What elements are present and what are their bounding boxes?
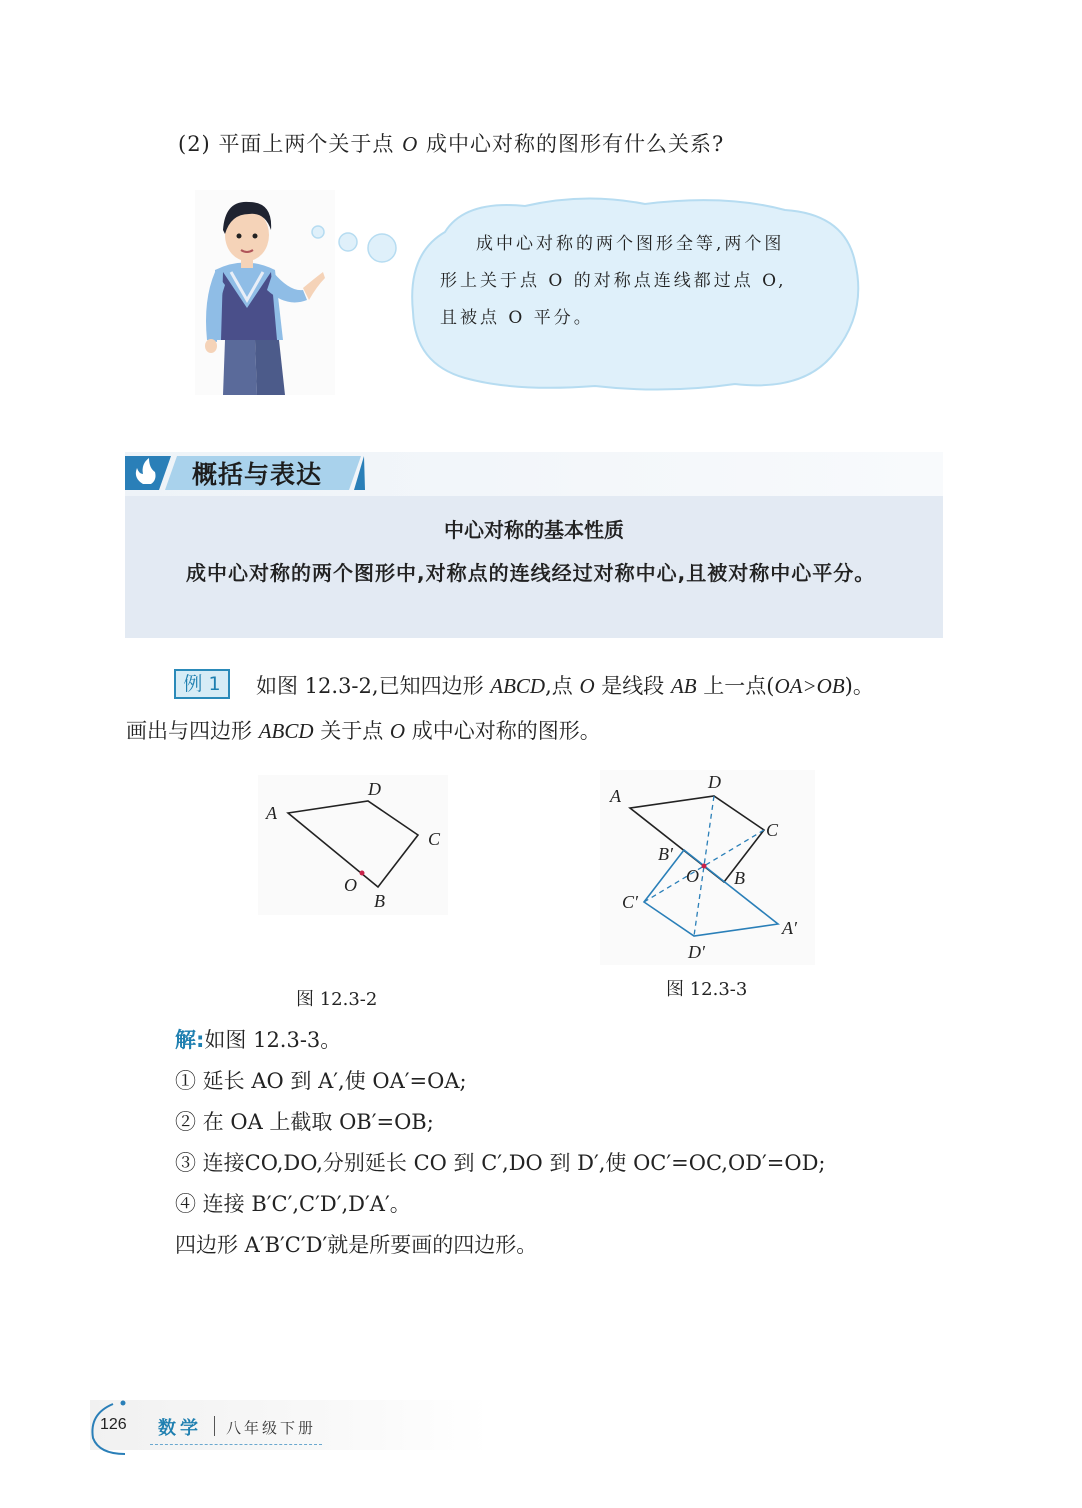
example-text: 成中心对称的图形。 bbox=[405, 719, 601, 743]
figure-12-3-2 bbox=[258, 775, 448, 915]
example-line-1 bbox=[256, 670, 874, 700]
example-math: AB bbox=[670, 674, 697, 698]
question-2 bbox=[178, 128, 724, 158]
figure-caption-1: 图 12.3-2 bbox=[296, 989, 378, 1010]
center-point-o bbox=[702, 864, 707, 869]
example-math: O bbox=[579, 674, 595, 698]
solution-head-text: 如图 12.3-3。 bbox=[204, 1028, 342, 1052]
label-c-prime: C′ bbox=[622, 892, 638, 912]
solution-conclusion: 四边形 A′B′C′D′就是所要画的四边形。 bbox=[175, 1233, 538, 1257]
property-title: 中心对称的基本性质 bbox=[444, 518, 624, 542]
label-d-prime: D′ bbox=[688, 942, 705, 962]
example-text: ,点 bbox=[545, 674, 580, 698]
example-badge-label: 例 1 bbox=[183, 673, 221, 695]
figure-caption-2: 图 12.3-3 bbox=[666, 979, 748, 1000]
solution-label: 解: bbox=[175, 1028, 205, 1052]
book-grade: 八年级下册 bbox=[226, 1419, 317, 1437]
thought-line-1: 成中心对称的两个图形全等,两个图 bbox=[476, 234, 785, 254]
question-number: (2) bbox=[178, 132, 211, 156]
label-d: D bbox=[368, 779, 381, 799]
solution-step-2: ② 在 OA 上截取 OB′=OB; bbox=[175, 1110, 434, 1134]
footer-dashed-line bbox=[150, 1444, 322, 1445]
label-a: A bbox=[266, 803, 277, 823]
question-point: O bbox=[402, 132, 419, 156]
example-line-2 bbox=[126, 715, 601, 745]
label-c: C bbox=[428, 829, 441, 849]
label-c: C bbox=[766, 820, 779, 840]
label-b: B bbox=[734, 868, 745, 888]
example-math: OA>OB bbox=[774, 674, 845, 698]
example-text: 如图 12.3-2,已知四边形 bbox=[256, 674, 491, 698]
figure-12-3-3 bbox=[600, 770, 815, 965]
label-a: A bbox=[610, 786, 621, 806]
page-number: 126 bbox=[100, 1416, 127, 1433]
boy-illustration bbox=[195, 190, 335, 395]
example-math: ABCD bbox=[490, 674, 546, 698]
book-subject: 数学 bbox=[158, 1418, 202, 1439]
example-text: 是线段 bbox=[594, 674, 671, 698]
example-text: 画出与四边形 bbox=[126, 719, 259, 743]
section-title: 概括与表达 bbox=[192, 460, 323, 489]
example-text: 关于点 bbox=[313, 719, 390, 743]
solution-step-4: ④ 连接 B′C′,C′D′,D′A′。 bbox=[175, 1192, 411, 1216]
label-b-prime: B′ bbox=[658, 844, 673, 864]
solution-head bbox=[175, 1024, 341, 1054]
thought-text bbox=[440, 226, 830, 337]
property-body: 成中心对称的两个图形中,对称点的连线经过对称中心,且被对称中心平分。 bbox=[186, 561, 876, 585]
footer-separator bbox=[214, 1416, 215, 1436]
thought-line-3: 且被点 O 平分。 bbox=[440, 308, 594, 328]
label-b: B bbox=[374, 891, 385, 911]
example-math: O bbox=[389, 719, 406, 743]
example-text: )。 bbox=[844, 674, 874, 698]
solution-step-3: ③ 连接CO,DO,分别延长 CO 到 C′,DO 到 D′,使 OC′=OC,OD′=OD; bbox=[175, 1151, 826, 1175]
question-text-after: 成中心对称的图形有什么关系? bbox=[425, 132, 725, 156]
label-d: D bbox=[708, 772, 721, 792]
question-text-before: 平面上两个关于点 bbox=[218, 132, 395, 156]
thought-line-2: 形上关于点 O 的对称点连线都过点 O, bbox=[440, 271, 787, 291]
center-point-o bbox=[360, 871, 365, 876]
label-a-prime: A′ bbox=[782, 918, 797, 938]
example-text: 上一点( bbox=[696, 674, 775, 698]
example-math: ABCD bbox=[258, 719, 314, 743]
label-o: O bbox=[344, 875, 357, 895]
solution-step-1: ① 延长 AO 到 A′,使 OA′=OA; bbox=[175, 1069, 467, 1093]
thought-dots bbox=[310, 222, 400, 272]
label-o: O bbox=[686, 866, 699, 886]
